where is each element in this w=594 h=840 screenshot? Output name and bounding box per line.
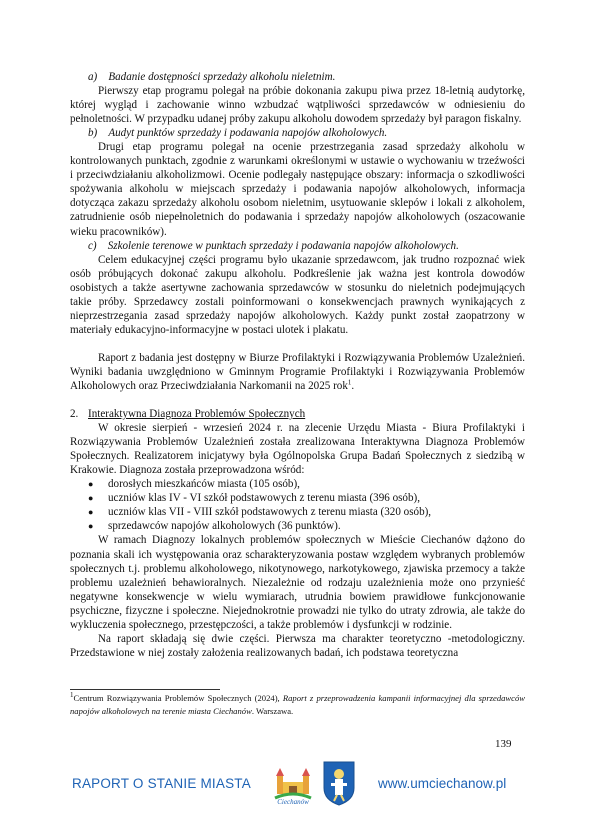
list-item: ● uczniów klas VII - VIII szkół podstawowych z terenu miasta (320 osób), bbox=[88, 506, 432, 519]
subsection-c-paragraph: Celem edukacyjnej części programu było ukazanie sprzedawcom, jak trudno rozpoznać wiek osób próbujących dokonać zakupu alkoholu. Podkreślenie jak ważna jest kontrola dowodów osobistych a także asertywne zachowania sprzedawców w stosunku do nieletnich podejmujących takie próby. Sprzedawcy zostali poinformowani o konsekwencjach prawnych wynikających z nieprzestrzegania zasad sprzedaży napojów alkoholowych. Każdy punkt został zaopatrzony w materiały edukacyjno-informacyjne w postaci ulotek i plakatu. bbox=[70, 253, 525, 336]
footnote-mark: 1 bbox=[70, 691, 74, 700]
svg-text:Ciechanów: Ciechanów bbox=[277, 798, 309, 806]
section-2-paragraph-2: W ramach Diagnozy lokalnych problemów społecznych w Mieście Ciechanów dążono do poznania skali ich występowania oraz scharakteryzowania postaw względem wybranych problemów społecznych t.j. problemu alkoholowego, nikotynowego, narkotykowego, zjawiska przemocy a także problemu uzależnień behawioralnych. Niezależnie od rodzaju uzależnienia może ono przynieść negatywne konsekwencje w wielu wymiarach, utrudnia bowiem prawidłowe funkcjonowanie psychiczne, fizyczne i społeczne. Niejednokrotnie prowadzi nie tylko do utraty zdrowia, ale także do wykluczenia społecznego, przestępczości, a także problemów i dysfunkcji w rodzinie. bbox=[70, 534, 525, 631]
bullet-icon: ● bbox=[88, 507, 94, 518]
bullet-icon: ● bbox=[88, 479, 94, 490]
main-text bbox=[70, 70, 525, 660]
bullet-icon: ● bbox=[88, 521, 94, 532]
subsection-b-paragraph: Drugi etap programu polegał na ocenie przestrzegania zasad sprzedaży alkoholu w kontrolowanych punktach, zgodnie z warunkami określonymi w ustawie o wychowaniu w trzeźwości i przeciwdziałaniu alkoholizmowi. Ocenie podlegały następujące obszary: informacja o szkodliwości spożywania alkoholu w miejscach sprzedaży i podawania napojów alkoholowych, informacja dotycząca zakazu sprzedaży alkoholu osobom nieletnim, usytuowanie sklepów i lokali z alkoholem, zatrudnienie osób niepełnoletnich do podawania i sprzedaży napojów alkoholowych (oszacowanie wieku pracowników). bbox=[70, 141, 525, 238]
respondent-list bbox=[70, 477, 525, 533]
subsection-a-heading: a) Badanie dostępności sprzedaży alkoholu nieletnim. bbox=[88, 71, 336, 83]
footer-website[interactable]: www.umciechanow.pl bbox=[378, 776, 507, 791]
list-item: ● dorosłych mieszkańców miasta (105 osób), bbox=[88, 478, 300, 491]
section-2-heading bbox=[70, 407, 525, 421]
subsection-c-heading: c) Szkolenie terenowe w punktach sprzedaży i podawania napojów alkoholowych. bbox=[88, 239, 459, 252]
section-number: 2. bbox=[70, 408, 79, 421]
footnote-divider bbox=[70, 689, 220, 690]
section-2-paragraph-3: Na raport składają się dwie części. Pierwsza ma charakter teoretyczno -metodologiczny. Przedstawione w niej zostały założenia realizowanych badań, ich podstawa teoretyczna bbox=[70, 632, 525, 659]
report-availability-text: Raport z badania jest dostępny w Biurze Profilaktyki i Rozwiązywania Problemów Uzależnień. Wyniki badania uwzględniono w Gminnym Programie Profilaktyki i Rozwiązywania Problemów Alkoholowych oraz Przeciwdziałania Narkomanii na 2025 rok bbox=[70, 351, 525, 392]
section-title: Interaktywna Diagnoza Problemów Społecznych bbox=[88, 408, 306, 421]
bullet-icon: ● bbox=[88, 493, 94, 504]
footnote-title: Raport z przeprowadzenia kampanii informacyjnej dla sprzedawców napojów alkoholowych na terenie miasta Ciechanów bbox=[70, 693, 525, 716]
report-availability-paragraph: Raport z badania jest dostępny w Biurze Profilaktyki i Rozwiązywania Problemów Uzależnień. Wyniki badania uwzględniono w Gminnym Programie Profilaktyki i Rozwiązywania Problemów Alkoholowych oraz Przeciwdziałania Narkomanii na 2025 rok$^1$. bbox=[70, 351, 525, 392]
section-2-paragraph-1: W okresie sierpień - wrzesień 2024 r. na zlecenie Urzędu Miasta - Biura Profilaktyki i Rozwiązywania Problemów Uzależnień została zrealizowana Interaktywna Diagnoza Problemów Społecznych. Realizatorem inicjatywy była Ogólnopolska Grupa Badań Społecznych z siedzibą w Krakowie. Diagnoza została przeprowadzona wśród: bbox=[70, 422, 525, 477]
city-crest-icon bbox=[322, 760, 356, 806]
footer-report-title: RAPORT O STANIE MIASTA bbox=[72, 776, 251, 791]
list-item: ● sprzedawców napojów alkoholowych (36 punktów). bbox=[88, 520, 341, 533]
subsection-b-heading: b) Audyt punktów sprzedaży i podawania napojów alkoholowych. bbox=[88, 127, 388, 140]
subsection-a-paragraph: Pierwszy etap programu polegał na próbie dokonania zakupu piwa przez 18-letnią audytorkę, której wygląd i zachowanie winno wzbudzać wątpliwości sprzedawców w odniesieniu do pełnoletności. W przypadku udanej próby zakupu alkoholu dowodem sprzedaży był paragon fiskalny. bbox=[70, 85, 525, 126]
footnote-reference[interactable]: 1 bbox=[347, 378, 352, 387]
page-footer bbox=[0, 758, 594, 818]
city-logo-icon bbox=[271, 760, 315, 806]
footnote bbox=[70, 692, 525, 717]
list-item: ● uczniów klas IV - VI szkół podstawowych z terenu miasta (396 osób), bbox=[88, 492, 420, 505]
page-number: 139 bbox=[495, 738, 512, 750]
footnote-source: Centrum Rozwiązywania Problemów Społecznych (2024), bbox=[73, 693, 283, 703]
footnote-end: . Warszawa. bbox=[251, 705, 294, 716]
